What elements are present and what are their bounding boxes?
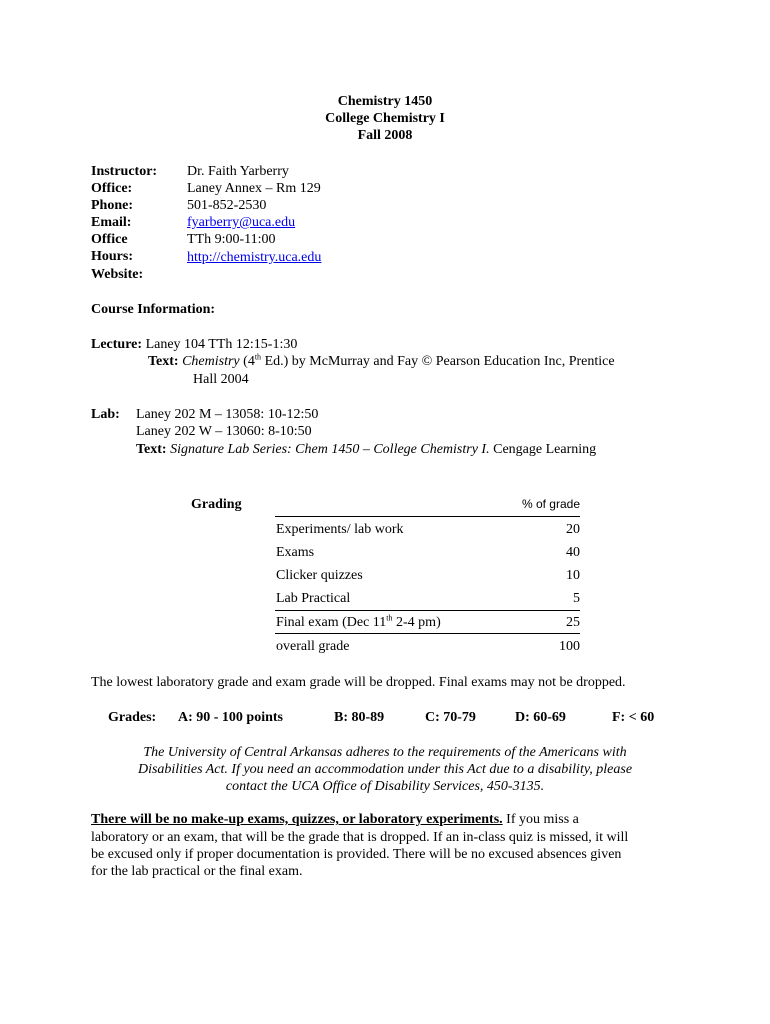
grade-value: 40 [566,545,580,560]
phone-number: 501-852-2530 [187,198,267,213]
grade-item: Exams [276,545,315,560]
lecture-label: Lecture: [91,337,143,352]
course-title: College Chemistry I [325,111,445,126]
grades-label: Grades: [108,710,157,725]
office-location: Laney Annex – Rm 129 [187,181,321,196]
overall-grade-value: 100 [559,639,580,654]
grade-column-header: % of grade [521,497,580,511]
text-edition-sup: th [254,352,262,362]
website-label: Website: [91,267,144,282]
table-rule-middle [275,610,580,611]
grade-f: F: < 60 [612,710,655,725]
final-exam-value: 25 [566,615,580,630]
lab-text-publisher: Cengage Learning [493,442,597,457]
lab-section-1: Laney 202 M – 13058: 10-12:50 [136,407,319,422]
phone-label: Phone: [91,198,133,213]
email-label: Email: [91,215,132,230]
final-exam-sup: th [386,613,393,623]
course-info-heading: Course Information: [91,302,216,317]
text-title: Chemistry [182,354,240,369]
makeup-line: for the lab practical or the final exam. [91,864,303,879]
grade-b: B: 80-89 [334,710,385,725]
table-rule-top [275,516,580,517]
table-rule-bottom [275,633,580,634]
lab-text-line [136,442,596,458]
ada-line: The University of Central Arkansas adheres to the requirements of the Americans with [143,745,627,760]
office-label: Office: [91,181,133,196]
grade-a: A: 90 - 100 points [178,710,284,725]
website-link[interactable]: http://chemistry.uca.edu [187,250,322,265]
makeup-line: be excused only if proper documentation is provided. There will be no excused absences given [91,847,622,862]
text-edition-pre: (4 [243,354,255,369]
lecture-line [91,337,297,353]
makeup-rest: If you miss a [502,812,579,827]
instructor-label: Instructor: [91,164,158,179]
course-term: Fall 2008 [357,128,413,143]
overall-grade-label: overall grade [276,639,350,654]
ada-line: Disabilities Act. If you need an accommodation under this Act due to a disability, please [137,762,633,777]
drop-policy: The lowest laboratory grade and exam grade will be dropped. Final exams may not be dropped. [91,675,626,690]
office-hours-label-1: Office [91,232,128,247]
makeup-bold: There will be no make-up exams, quizzes, or laboratory experiments. [91,812,503,827]
office-hours-label-2: Hours: [91,249,133,264]
text-edition-post: Ed.) by McMurray and Fay © Pearson Education Inc, Prentice [261,354,615,369]
grade-item: Clicker quizzes [276,568,363,583]
lab-text-title: Signature Lab Series: Chem 1450 – College Chemistry I. [170,442,490,457]
makeup-line: laboratory or an exam, that will be the grade that is dropped. If an in-class quiz is missed, it will [91,830,629,845]
grade-c: C: 70-79 [425,710,476,725]
instructor-name: Dr. Faith Yarberry [187,164,289,179]
lab-text-label: Text: [136,442,167,457]
grading-label: Grading [191,497,242,512]
grade-item: Lab Practical [276,591,351,606]
final-exam-pre: Final exam (Dec 11 [276,615,387,630]
lecture-text-line [148,354,615,370]
text-label: Text: [148,354,179,369]
final-exam-post: 2-4 pm) [392,615,441,630]
grade-value: 5 [573,591,580,606]
ada-line: contact the UCA Office of Disability Services, 450-3135. [225,779,545,794]
lecture-text-line-2: Hall 2004 [193,372,249,387]
course-number: Chemistry 1450 [337,94,433,109]
grade-value: 20 [566,522,580,537]
grade-d: D: 60-69 [515,710,566,725]
lecture-details: Laney 104 TTh 12:15-1:30 [145,337,298,352]
final-exam-item [276,615,441,631]
grade-value: 10 [566,568,580,583]
makeup-line [91,812,579,828]
lab-section-2: Laney 202 W – 13060: 8-10:50 [136,424,312,439]
email-link[interactable]: fyarberry@uca.edu [187,215,296,230]
grade-item: Experiments/ lab work [276,522,404,537]
lab-label: Lab: [91,407,120,422]
office-hours: TTh 9:00-11:00 [187,232,276,247]
